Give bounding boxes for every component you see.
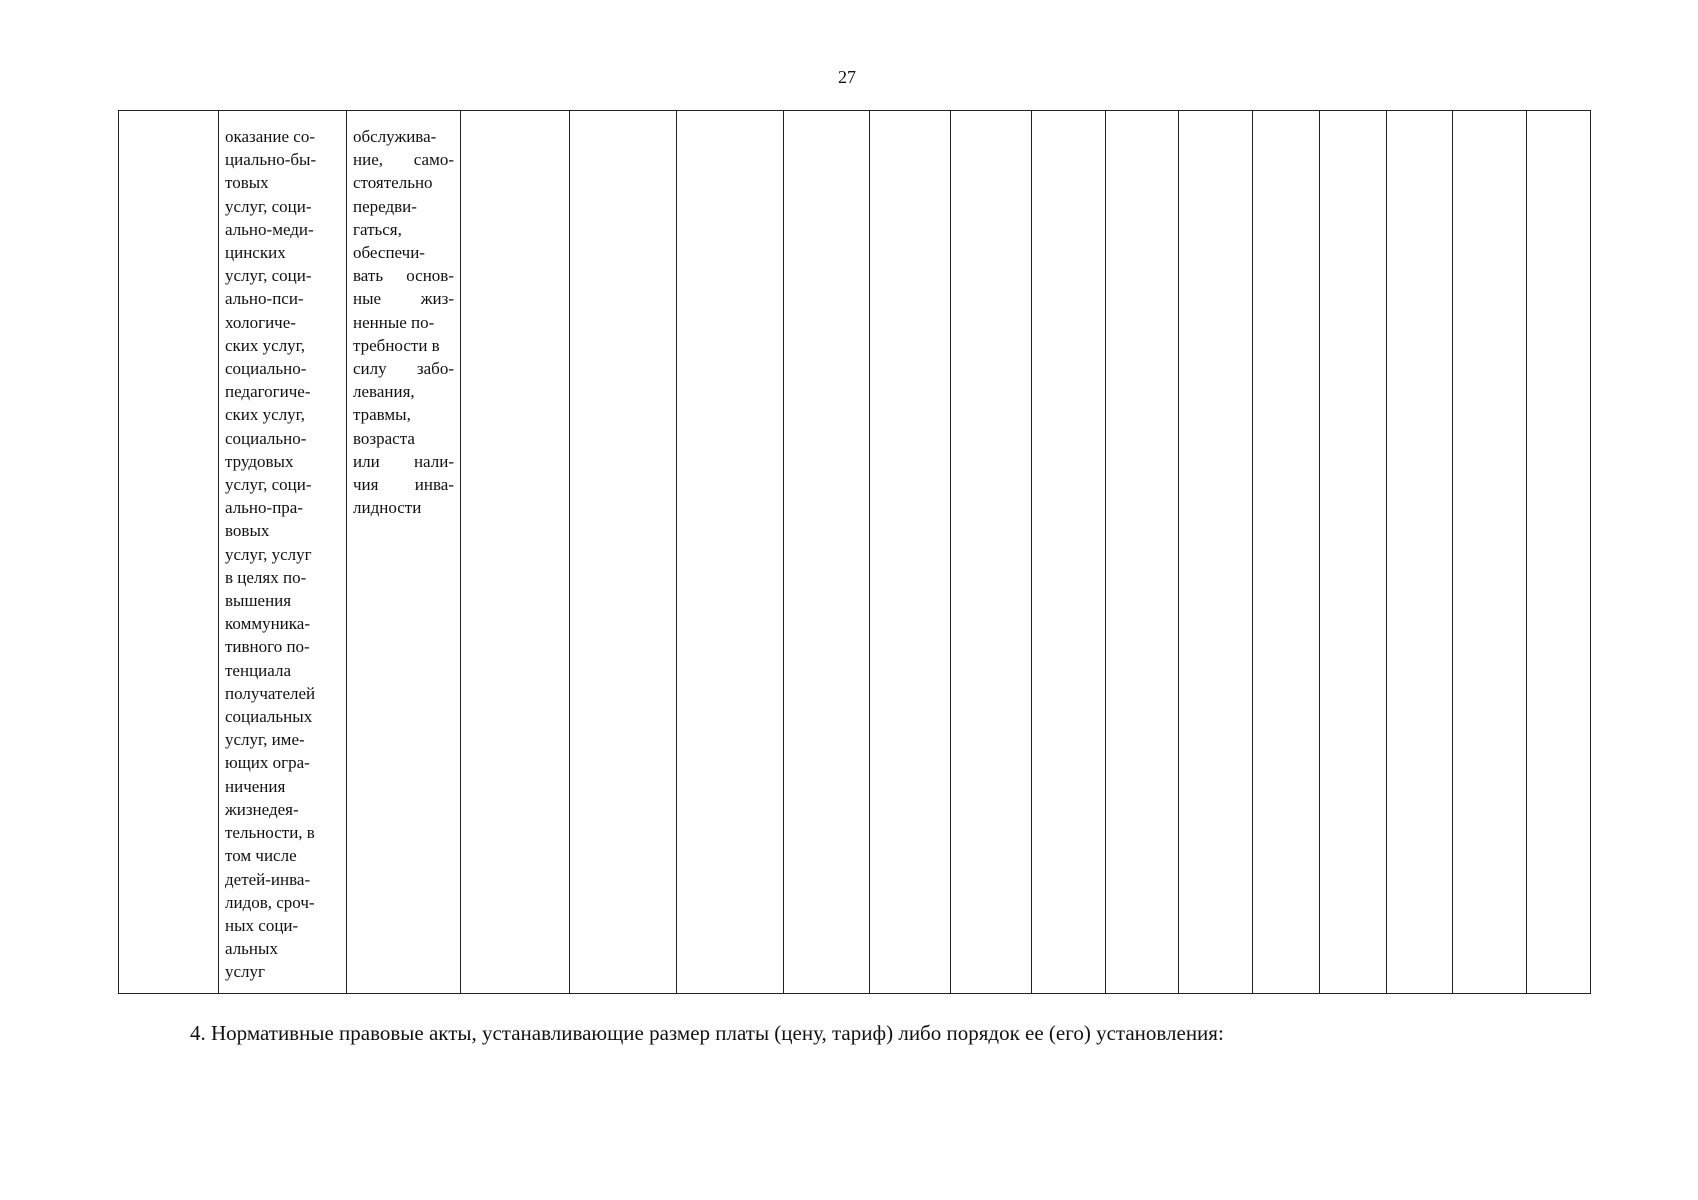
cell-text-line: тенциала bbox=[225, 660, 291, 680]
cell-text-line: социальных bbox=[225, 707, 313, 727]
cell-text-line: услуг, соци- bbox=[225, 266, 312, 286]
cell-text-line: ные жиз- bbox=[353, 289, 454, 309]
table-cell-service-name bbox=[219, 111, 347, 994]
cell-text-line: ненные по- bbox=[353, 312, 435, 332]
cell-text-line: оказание со- bbox=[225, 127, 316, 146]
cell-text-line: тельности, в bbox=[225, 823, 315, 843]
cell-text-line: требности в bbox=[353, 335, 440, 355]
table-cell-empty bbox=[570, 111, 677, 994]
services-table bbox=[118, 110, 1591, 994]
table-cell-empty bbox=[1320, 111, 1387, 994]
table-cell-empty bbox=[461, 111, 570, 994]
cell-text-line: вышения bbox=[225, 591, 292, 611]
cell-text-line: ально-меди- bbox=[225, 219, 314, 239]
cell-text-line: стоятельно bbox=[353, 173, 433, 193]
table-cell-empty bbox=[677, 111, 784, 994]
cell-text-line: чия инва- bbox=[353, 475, 454, 495]
cell-text-line: хологиче- bbox=[225, 312, 296, 332]
cell-text-line: ние, само- bbox=[353, 150, 454, 170]
cell-text-line: циально-бы- bbox=[225, 150, 317, 170]
table-cell-empty bbox=[1106, 111, 1179, 994]
cell-text-line: травмы, bbox=[353, 405, 411, 425]
cell-text-line: ных соци- bbox=[225, 915, 299, 935]
table-row bbox=[119, 111, 1591, 994]
cell-text-line: получателей bbox=[225, 683, 316, 703]
cell-text-line: коммуника- bbox=[225, 614, 310, 634]
cell-text-line: левания, bbox=[353, 382, 415, 402]
cell-text-line: обеспечи- bbox=[353, 243, 425, 263]
cell-text-line: или нали- bbox=[353, 451, 454, 471]
table-cell-empty bbox=[1179, 111, 1253, 994]
cell-text-line: ских услуг, bbox=[225, 405, 305, 425]
cell-text-line: обслужива- bbox=[353, 127, 437, 146]
cell-text-line: ально-пра- bbox=[225, 498, 303, 518]
cell-text-line: лидов, сроч- bbox=[225, 892, 315, 912]
cell-text-line: альных bbox=[225, 939, 278, 959]
cell-text-line: товых bbox=[225, 173, 269, 193]
page-number: 27 bbox=[838, 67, 856, 87]
table-cell-empty bbox=[784, 111, 870, 994]
cell-text-line: услуг bbox=[225, 962, 266, 982]
cell-text-line: социально- bbox=[225, 359, 307, 379]
cell-text-line: ничения bbox=[225, 776, 286, 796]
cell-text-line: гаться, bbox=[353, 219, 402, 239]
cell-text-line: возраста bbox=[353, 428, 415, 448]
cell-text-line: услуг, услуг bbox=[225, 544, 312, 564]
table-cell-empty bbox=[870, 111, 951, 994]
table-cell-conditions bbox=[347, 111, 461, 994]
cell-text-line: ских услуг, bbox=[225, 335, 305, 355]
cell-text-line: услуг, име- bbox=[225, 730, 305, 750]
cell-text-line: цинских bbox=[225, 243, 286, 263]
section-heading: 4. Нормативные правовые акты, устанавливающие размер платы (цену, тариф) либо порядок ее (его) установления: bbox=[190, 1021, 1224, 1045]
cell-text-line: педагогиче- bbox=[225, 382, 311, 402]
cell-text-line: социально- bbox=[225, 428, 307, 448]
cell-text-line: детей-инва- bbox=[225, 869, 311, 889]
table-cell-empty bbox=[1032, 111, 1106, 994]
cell-text-line: услуг, соци- bbox=[225, 196, 312, 216]
cell-text-line: трудовых bbox=[225, 451, 294, 471]
cell-text-line: том числе bbox=[225, 846, 297, 866]
cell-text-line: передви- bbox=[353, 196, 417, 216]
table-cell-empty bbox=[1527, 111, 1591, 994]
table-cell-empty bbox=[1387, 111, 1453, 994]
cell-text-line: вать основ- bbox=[353, 266, 454, 286]
service-name-text bbox=[225, 125, 340, 984]
cell-text-line: ющих огра- bbox=[225, 753, 310, 773]
cell-text-line: жизнедея- bbox=[225, 799, 299, 819]
cell-text-line: услуг, соци- bbox=[225, 475, 312, 495]
table-cell-number bbox=[119, 111, 219, 994]
table-cell-empty bbox=[1453, 111, 1527, 994]
table-cell-empty bbox=[1253, 111, 1320, 994]
cell-text-line: вовых bbox=[225, 521, 270, 541]
cell-text-line: ально-пси- bbox=[225, 289, 304, 309]
cell-text-line: лидности bbox=[353, 498, 422, 518]
cell-text-line: силу забо- bbox=[353, 359, 454, 379]
table-cell-empty bbox=[951, 111, 1032, 994]
cell-text-line: тивного по- bbox=[225, 637, 310, 657]
cell-text-line: в целях по- bbox=[225, 567, 307, 587]
conditions-text bbox=[353, 125, 454, 519]
